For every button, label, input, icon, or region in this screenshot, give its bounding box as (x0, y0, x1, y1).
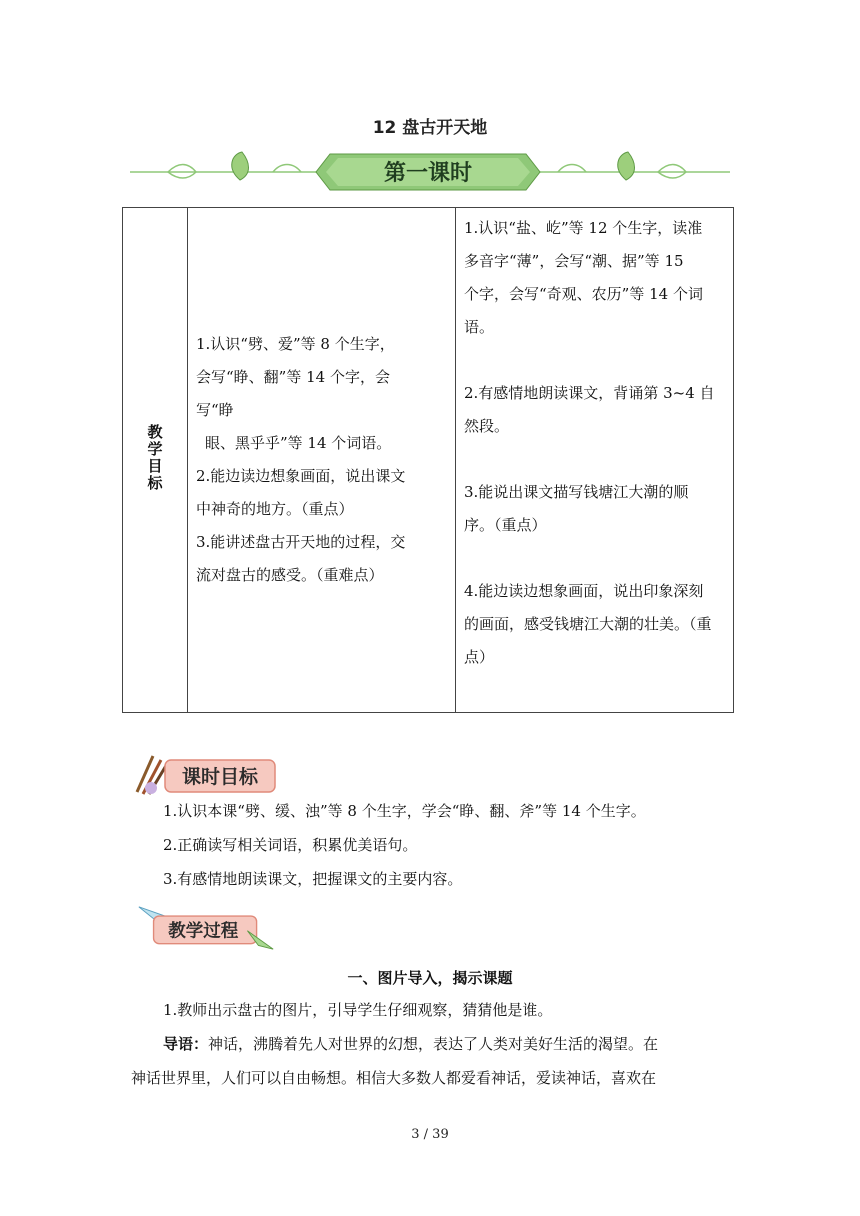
goals-right-cell (456, 208, 734, 713)
lesson-banner (128, 150, 732, 194)
intro-text: 神话，沸腾着先人对世界的幻想，表达了人类对美好生活的渴望。在 (208, 1035, 659, 1053)
goal-line: 个字，会写“奇观、农历”等 14 个词 (464, 285, 703, 303)
list-item: 1.认识本课“劈、缓、浊”等 8 个生字，学会“睁、翻、斧”等 14 个生字。 (163, 802, 646, 820)
lesson-goals-badge (131, 752, 281, 798)
page-title: 12 盘古开天地 (372, 118, 488, 138)
teaching-process-badge (131, 905, 281, 951)
goal-line: 序。（重点） (464, 516, 547, 534)
lesson-goals-list (163, 794, 753, 896)
goal-line: 流对盘古的感受。（重难点） (196, 566, 384, 584)
goals-label: 教学目标 (145, 424, 164, 492)
goals-label-cell (123, 208, 188, 713)
step-1: 1.教师出示盘古的图片，引导学生仔细观察，猜猜他是谁。 (163, 1001, 553, 1019)
goal-line: 然段。 (464, 417, 510, 435)
goal-line: 中神奇的地方。（重点） (196, 500, 354, 518)
goal-line: 的画面，感受钱塘江大潮的壮美。（重 (464, 615, 712, 633)
goal-line: 写“睁 (196, 401, 234, 419)
goal-line: 2.能边读边想象画面，说出课文 (196, 467, 406, 485)
teaching-goals-table (122, 207, 734, 713)
page-number: 3 / 39 (411, 1127, 449, 1142)
brushes-icon (137, 756, 167, 794)
goal-line: 1.认识“劈、爱”等 8 个生字， (196, 335, 395, 353)
goal-line: 语。 (464, 318, 495, 336)
goal-line: 4.能边读边想象画面，说出印象深刻 (464, 582, 704, 600)
leaf-icon (232, 152, 249, 180)
goals-middle-cell (188, 208, 456, 713)
badge-label: 教学过程 (168, 921, 239, 942)
goal-line: 多音字“薄”，会写“潮、据”等 15 (464, 252, 684, 270)
banner-label: 第一课时 (383, 161, 473, 186)
goal-line: 1.认识“盐、屹”等 12 个生字，读准 (464, 219, 703, 237)
goal-line: 2.有感情地朗读课文，背诵第 3~4 自 (464, 384, 715, 402)
intro-paragraph-line-2: 神话世界里，人们可以自由畅想。相信大多数人都爱看神话，爱读神话，喜欢在 (131, 1069, 657, 1087)
list-item: 2.正确读写相关词语，积累优美语句。 (163, 836, 418, 854)
list-item: 3.有感情地朗读课文，把握课文的主要内容。 (163, 870, 463, 888)
goal-line: 3.能讲述盘古开天地的过程，交 (196, 533, 406, 551)
goal-line: 点） (464, 648, 495, 666)
goal-line: 会写“睁、翻”等 14 个字，会 (196, 368, 390, 386)
intro-paragraph (163, 1027, 733, 1061)
leaf-icon (618, 152, 635, 180)
goal-line: 3.能说出课文描写钱塘江大潮的顺 (464, 483, 689, 501)
badge-label: 课时目标 (181, 766, 259, 788)
intro-label: 导语： (163, 1035, 209, 1053)
section-heading: 一、图片导入，揭示课题 (347, 969, 513, 987)
goal-line: 眼、黑乎乎”等 14 个词语。 (205, 434, 392, 452)
